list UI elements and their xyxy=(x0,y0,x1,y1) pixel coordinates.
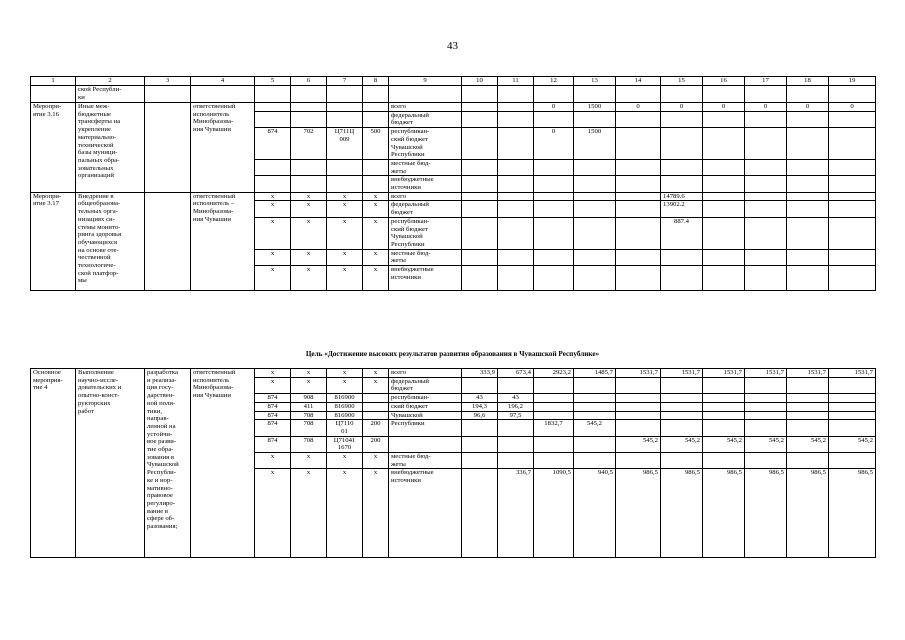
amount-cell: 1485,7 xyxy=(574,369,616,378)
code-cell: x xyxy=(327,453,363,469)
funding-source: местные бюд- жеты xyxy=(389,249,462,265)
code-cell: 411 xyxy=(291,402,327,411)
table-row xyxy=(31,86,876,103)
funding-source: внебюджетные источники xyxy=(389,176,462,192)
code-cell: 874 xyxy=(255,436,291,452)
funding-source: федеральный бюджет xyxy=(389,111,462,127)
code-cell: x xyxy=(291,192,327,201)
funding-source: республикан- ский бюджет Чувашской Республики xyxy=(389,217,462,249)
header-cell: 8 xyxy=(363,77,389,86)
amount-cell: 0 xyxy=(829,103,876,112)
code-cell: x xyxy=(327,469,363,558)
code-cell: x xyxy=(255,453,291,469)
code-cell: 874 xyxy=(255,394,291,403)
code-cell: 708 xyxy=(291,420,327,436)
code-cell: x xyxy=(255,469,291,558)
table-row xyxy=(31,369,876,378)
funding-source: Чувашской xyxy=(389,411,462,420)
code-cell: x xyxy=(291,249,327,265)
carry-over-text: ской Республи- ки xyxy=(76,86,145,103)
funding-source: федеральный бюджет xyxy=(389,201,462,217)
funding-source: республикан- xyxy=(389,394,462,403)
header-cell: 4 xyxy=(191,77,255,86)
funding-source: внебюджетные источники xyxy=(389,266,462,291)
amount-cell: 0 xyxy=(787,103,829,112)
activity-executor: ответственный исполнитель Минобразова- ния Чувашии xyxy=(191,103,255,193)
budget-table-top xyxy=(30,76,876,291)
code-cell: 874 xyxy=(255,411,291,420)
code-cell: 708 xyxy=(291,436,327,452)
amount-cell: 1090,5 xyxy=(534,469,574,558)
table-row xyxy=(31,192,876,201)
amount-cell: 97,5 xyxy=(498,411,534,420)
header-cell: 5 xyxy=(255,77,291,86)
funding-source: местные бюд- жеты xyxy=(389,453,462,469)
code-cell: x xyxy=(363,201,389,217)
code-cell: 702 xyxy=(291,128,327,160)
code-cell: x xyxy=(363,192,389,201)
code-cell: 200 xyxy=(363,436,389,452)
code-cell: x xyxy=(363,453,389,469)
activity-label: Меропри- ятие 3.17 xyxy=(31,192,76,290)
funding-source: внебюджетные источники xyxy=(389,469,462,558)
funding-source: Республики xyxy=(389,420,462,436)
amount-cell: 196,2 xyxy=(498,402,534,411)
code-cell: x xyxy=(255,249,291,265)
code-cell: x xyxy=(327,217,363,249)
header-cell: 1 xyxy=(31,77,76,86)
code-cell: 816900 xyxy=(327,402,363,411)
activity-name: Выполнение научно-иссле- довательских и опытно-конст- рукторских работ xyxy=(76,369,145,558)
code-cell: 874 xyxy=(255,402,291,411)
code-cell: x xyxy=(327,249,363,265)
amount-cell: 0 xyxy=(703,103,745,112)
amount-cell: 13902.2 xyxy=(661,201,703,217)
code-cell: x xyxy=(327,201,363,217)
header-cell: 14 xyxy=(616,77,661,86)
code-cell: x xyxy=(363,249,389,265)
amount-cell: 545,2 xyxy=(616,436,661,452)
amount-cell: 1531,7 xyxy=(703,369,745,378)
amount-cell: 1531,7 xyxy=(661,369,703,378)
amount-cell: 545,2 xyxy=(703,436,745,452)
header-cell: 3 xyxy=(145,77,191,86)
amount-cell: 43 xyxy=(498,394,534,403)
code-cell: x xyxy=(363,469,389,558)
amount-cell: 1531,7 xyxy=(829,369,876,378)
code-cell: x xyxy=(255,201,291,217)
code-cell: x xyxy=(327,369,363,378)
code-cell: x xyxy=(255,369,291,378)
funding-source: всего xyxy=(389,103,462,112)
code-cell: x xyxy=(291,453,327,469)
code-cell: 816900 xyxy=(327,394,363,403)
amount-cell: 0 xyxy=(661,103,703,112)
header-cell: 16 xyxy=(703,77,745,86)
header-cell: 6 xyxy=(291,77,327,86)
activity-executor: ответственный исполнитель – Минобразова- ния Чувашии xyxy=(191,192,255,290)
amount-cell: 545,2 xyxy=(574,420,616,436)
funding-source: ский бюджет xyxy=(389,402,462,411)
amount-cell: 1500 xyxy=(574,103,616,112)
funding-source: местные бюд- жеты xyxy=(389,159,462,175)
header-cell: 18 xyxy=(787,77,829,86)
code-cell: x xyxy=(327,266,363,291)
activity-label: Основное мероприя- тие 4 xyxy=(31,369,76,558)
amount-cell: 1832,7 xyxy=(534,420,574,436)
amount-cell: 336,7 xyxy=(498,469,534,558)
amount-cell: 2923,2 xyxy=(534,369,574,378)
code-cell: Ц71041 1670 xyxy=(327,436,363,452)
amount-cell: 1500 xyxy=(574,128,616,160)
amount-cell: 986,5 xyxy=(703,469,745,558)
amount-cell: 194,3 xyxy=(462,402,498,411)
code-cell: Ц7110 01 xyxy=(327,420,363,436)
code-cell: x xyxy=(363,266,389,291)
funding-source: федеральный бюджет xyxy=(389,377,462,393)
activity-goal: разработка и реализа- ция госу- дарствен- ной поли- тики, направ- ленной на устойчи- вое разви- тие обра- зования в Чувашской Республи- ке и нор- мативно- правовое регулиро- вание в сфере об- разования; xyxy=(145,369,191,558)
amount-cell: 1531,7 xyxy=(745,369,787,378)
code-cell: x xyxy=(291,217,327,249)
code-cell: x xyxy=(255,377,291,393)
amount-cell: 986,5 xyxy=(616,469,661,558)
code-cell: x xyxy=(255,192,291,201)
page-number: 43 xyxy=(447,40,458,52)
amount-cell: 986,5 xyxy=(661,469,703,558)
amount-cell: 333,9 xyxy=(462,369,498,378)
goal-heading: Цель «Достижение высоких результатов развития образования в Чувашской Республике» xyxy=(305,350,600,358)
header-cell: 13 xyxy=(574,77,616,86)
code-cell: x xyxy=(255,266,291,291)
header-row xyxy=(31,77,876,86)
header-cell: 10 xyxy=(462,77,498,86)
amount-cell: 673,4 xyxy=(498,369,534,378)
header-cell: 19 xyxy=(829,77,876,86)
amount-cell: 0 xyxy=(534,128,574,160)
code-cell: x xyxy=(291,266,327,291)
amount-cell: 1531,7 xyxy=(787,369,829,378)
table-row xyxy=(31,103,876,112)
header-cell: 12 xyxy=(534,77,574,86)
header-cell: 15 xyxy=(661,77,703,86)
code-cell: x xyxy=(327,377,363,393)
budget-table-bottom xyxy=(30,368,876,558)
activity-name: Иные меж- бюджетные трансферты на укрепление материально- технической базы муници- пальных обра- зовательных организаций xyxy=(76,103,145,193)
code-cell: x xyxy=(363,217,389,249)
code-cell: 874 xyxy=(255,420,291,436)
code-cell: 200 xyxy=(363,420,389,436)
amount-cell: 0 xyxy=(534,103,574,112)
funding-source: всего xyxy=(389,192,462,201)
amount-cell: 96,6 xyxy=(462,411,498,420)
code-cell: x xyxy=(255,217,291,249)
amount-cell: 545,2 xyxy=(745,436,787,452)
code-cell: x xyxy=(291,377,327,393)
amount-cell: 986,5 xyxy=(745,469,787,558)
code-cell: x xyxy=(291,469,327,558)
header-cell: 2 xyxy=(76,77,145,86)
amount-cell: 545,2 xyxy=(787,436,829,452)
amount-cell: 986,5 xyxy=(787,469,829,558)
code-cell: 874 xyxy=(255,128,291,160)
activity-label: Меропри- ятие 3.16 xyxy=(31,103,76,193)
code-cell: x xyxy=(363,377,389,393)
header-cell: 7 xyxy=(327,77,363,86)
funding-source: всего xyxy=(389,369,462,378)
activity-executor: ответственный исполнитель Минобразова- ния Чувашии xyxy=(191,369,255,558)
funding-source: республикан- ский бюджет Чувашской Республики xyxy=(389,128,462,160)
amount-cell: 43 xyxy=(462,394,498,403)
amount-cell: 0 xyxy=(616,103,661,112)
amount-cell: 545,2 xyxy=(829,436,876,452)
amount-cell: 940,5 xyxy=(574,469,616,558)
header-cell: 9 xyxy=(389,77,462,86)
activity-name: Внедрение в общеобразова- тельных орга- низациях си- стемы монито- ринга здоровья обучающихся на основе оте- чественной технологиче- ской платфор- мы xyxy=(76,192,145,290)
code-cell: 500 xyxy=(363,128,389,160)
code-cell: x xyxy=(291,201,327,217)
code-cell: x xyxy=(363,369,389,378)
amount-cell: 887.4 xyxy=(661,217,703,249)
code-cell: x xyxy=(291,369,327,378)
code-cell: 908 xyxy=(291,394,327,403)
amount-cell: 0 xyxy=(745,103,787,112)
amount-cell: 14789.6 xyxy=(661,192,703,201)
code-cell: x xyxy=(327,192,363,201)
header-cell: 17 xyxy=(745,77,787,86)
code-cell: Ц711Ц 009 xyxy=(327,128,363,160)
header-cell: 11 xyxy=(498,77,534,86)
amount-cell: 545,2 xyxy=(661,436,703,452)
code-cell: 708 xyxy=(291,411,327,420)
code-cell: 816900 xyxy=(327,411,363,420)
amount-cell: 986,5 xyxy=(829,469,876,558)
amount-cell: 1531,7 xyxy=(616,369,661,378)
